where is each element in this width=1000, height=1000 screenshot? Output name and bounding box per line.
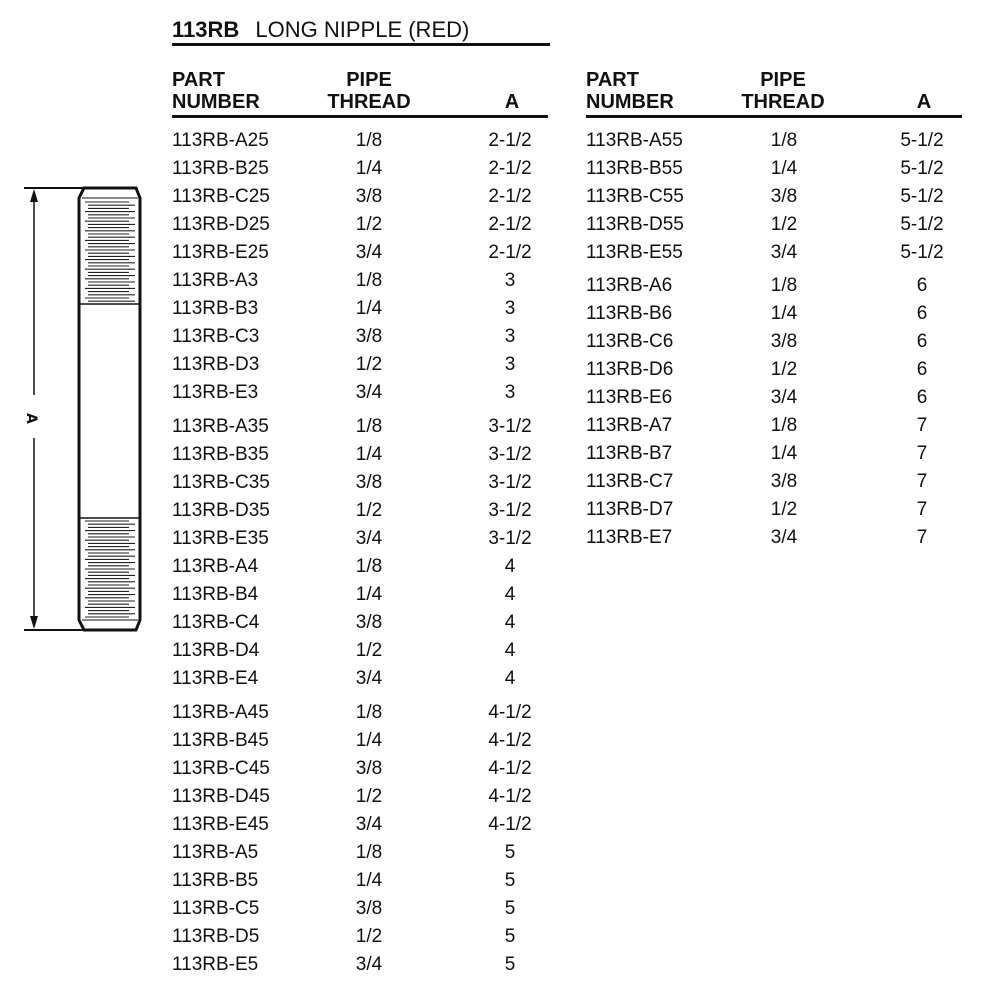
- part-number-cell: 113RB-E4: [172, 668, 259, 689]
- right-table-header: [586, 70, 962, 118]
- dimension-a-cell: 3: [504, 270, 516, 291]
- dimension-a-cell: 7: [916, 471, 928, 492]
- nipple-diagram: [22, 180, 152, 645]
- part-number-cell: 113RB-E3: [172, 382, 259, 403]
- dimension-a-cell: 2-1/2: [488, 130, 532, 151]
- pipe-thread-cell: 1/8: [770, 415, 798, 436]
- dimension-a-cell: 4: [504, 640, 516, 661]
- dimension-a-cell: 2-1/2: [488, 242, 532, 263]
- part-number-cell: 113RB-B6: [586, 303, 673, 324]
- pipe-thread-cell: 1/2: [770, 499, 798, 520]
- part-number-cell: 113RB-B45: [172, 730, 269, 751]
- part-number-cell: 113RB-C7: [586, 471, 674, 492]
- dimension-a-cell: 5: [504, 954, 516, 975]
- dimension-a-cell: 3-1/2: [488, 528, 532, 549]
- pipe-thread-cell: 3/8: [355, 758, 383, 779]
- dimension-a-cell: 3: [504, 382, 516, 403]
- pipe-thread-cell: 3/8: [355, 472, 383, 493]
- dimension-a-cell: 5: [504, 926, 516, 947]
- part-number-cell: 113RB-D3: [172, 354, 260, 375]
- pipe-thread-cell: 1/4: [770, 303, 798, 324]
- part-number-cell: 113RB-B4: [172, 584, 259, 605]
- dimension-a-cell: 2-1/2: [488, 214, 532, 235]
- dimension-a-cell: 4: [504, 668, 516, 689]
- dimension-arrow-top: [30, 189, 38, 202]
- part-number-cell: 113RB-E55: [586, 242, 683, 263]
- dimension-a-cell: 5: [504, 842, 516, 863]
- right-parts-table: [586, 69, 962, 548]
- pipe-thread-cell: 1/8: [355, 842, 383, 863]
- pipe-thread-cell: 1/8: [355, 270, 383, 291]
- part-number-cell: 113RB-A35: [172, 416, 269, 437]
- part-number-cell: 113RB-B7: [586, 443, 673, 464]
- pipe-thread-cell: 1/4: [355, 444, 383, 465]
- header-a: A: [504, 91, 520, 113]
- dimension-arrow-bottom: [30, 616, 38, 629]
- part-number-cell: 113RB-A7: [586, 415, 673, 436]
- pipe-thread-cell: 1/8: [770, 275, 798, 296]
- dimension-a-cell: 5-1/2: [900, 186, 944, 207]
- part-number-cell: 113RB-E35: [172, 528, 269, 549]
- part-number-cell: 113RB-D4: [172, 640, 260, 661]
- pipe-thread-cell: 1/8: [355, 702, 383, 723]
- pipe-thread-cell: 3/8: [355, 612, 383, 633]
- pipe-thread-cell: 1/4: [355, 298, 383, 319]
- pipe-thread-cell: 1/4: [355, 158, 383, 179]
- part-number-cell: 113RB-C25: [172, 186, 270, 207]
- dimension-a-cell: 7: [916, 415, 928, 436]
- part-number-cell: 113RB-B5: [172, 870, 259, 891]
- pipe-thread-cell: 3/4: [770, 527, 798, 548]
- part-number-cell: 113RB-C3: [172, 326, 260, 347]
- dimension-a-cell: 5-1/2: [900, 214, 944, 235]
- part-number-cell: 113RB-E45: [172, 814, 269, 835]
- part-number-cell: 113RB-B55: [586, 158, 683, 179]
- dimension-a-cell: 3-1/2: [488, 416, 532, 437]
- dimension-a-cell: 3: [504, 298, 516, 319]
- part-number-cell: 113RB-C4: [172, 612, 260, 633]
- pipe-thread-cell: 1/2: [355, 926, 383, 947]
- dimension-a-cell: 7: [916, 443, 928, 464]
- dimension-label: A: [23, 413, 39, 424]
- part-number-cell: 113RB-D5: [172, 926, 260, 947]
- dimension-a-cell: 6: [916, 387, 928, 408]
- pipe-thread-cell: 3/8: [770, 186, 798, 207]
- dimension-a-cell: 5-1/2: [900, 242, 944, 263]
- pipe-thread-cell: 1/2: [355, 214, 383, 235]
- pipe-thread-cell: 1/2: [770, 214, 798, 235]
- part-number-cell: 113RB-D35: [172, 500, 270, 521]
- part-number-cell: 113RB-B3: [172, 298, 259, 319]
- pipe-thread-cell: 1/2: [355, 354, 383, 375]
- part-number-cell: 113RB-C5: [172, 898, 260, 919]
- dimension-a-cell: 4-1/2: [488, 758, 532, 779]
- dimension-a-cell: 2-1/2: [488, 186, 532, 207]
- part-number-cell: 113RB-A45: [172, 702, 269, 723]
- dimension-a-cell: 5-1/2: [900, 130, 944, 151]
- dimension-a-cell: 3: [504, 326, 516, 347]
- pipe-thread-cell: 3/4: [355, 528, 383, 549]
- pipe-body: [79, 188, 140, 630]
- part-number-cell: 113RB-C6: [586, 331, 674, 352]
- pipe-thread-cell: 3/4: [355, 668, 383, 689]
- part-number-cell: 113RB-B25: [172, 158, 269, 179]
- left-parts-table: [172, 69, 548, 975]
- pipe-thread-cell: 3/4: [355, 242, 383, 263]
- pipe-thread-cell: 1/4: [355, 584, 383, 605]
- part-number-cell: 113RB-A25: [172, 130, 269, 151]
- dimension-a-cell: 2-1/2: [488, 158, 532, 179]
- part-number-cell: 113RB-C55: [586, 186, 684, 207]
- header-a: A: [916, 91, 932, 113]
- pipe-thread-cell: 3/8: [355, 326, 383, 347]
- part-number-cell: 113RB-E25: [172, 242, 269, 263]
- dimension-a-cell: 3-1/2: [488, 500, 532, 521]
- dimension-a-cell: 3-1/2: [488, 444, 532, 465]
- dimension-a-cell: 5-1/2: [900, 158, 944, 179]
- dimension-a-cell: 7: [916, 499, 928, 520]
- pipe-thread-cell: 1/2: [355, 500, 383, 521]
- part-number-cell: 113RB-D45: [172, 786, 270, 807]
- part-number-cell: 113RB-A5: [172, 842, 259, 863]
- dimension-a-cell: 7: [916, 527, 928, 548]
- part-number-cell: 113RB-E6: [586, 387, 673, 408]
- dimension-a-cell: 6: [916, 303, 928, 324]
- part-number-cell: 113RB-A3: [172, 270, 259, 291]
- dimension-a-cell: 4: [504, 612, 516, 633]
- pipe-thread-cell: 3/4: [355, 954, 383, 975]
- pipe-thread-cell: 1/2: [355, 786, 383, 807]
- pipe-thread-cell: 3/4: [355, 382, 383, 403]
- dimension-a-cell: 4: [504, 584, 516, 605]
- part-number-cell: 113RB-B35: [172, 444, 269, 465]
- dimension-a-cell: 4-1/2: [488, 730, 532, 751]
- dimension-a-cell: 4: [504, 556, 516, 577]
- dimension-a-cell: 6: [916, 275, 928, 296]
- header-part-number: PART NUMBER: [172, 69, 260, 113]
- pipe-thread-cell: 1/8: [770, 130, 798, 151]
- dimension-a-cell: 5: [504, 898, 516, 919]
- dimension-a-cell: 3-1/2: [488, 472, 532, 493]
- pipe-thread-cell: 3/8: [355, 186, 383, 207]
- pipe-thread-cell: 1/8: [355, 556, 383, 577]
- part-number-cell: 113RB-C35: [172, 472, 270, 493]
- pipe-thread-cell: 1/8: [355, 416, 383, 437]
- nipple-drawing: [22, 180, 152, 640]
- pipe-thread-cell: 3/4: [355, 814, 383, 835]
- part-number-cell: 113RB-A6: [586, 275, 673, 296]
- part-number-cell: 113RB-C45: [172, 758, 270, 779]
- left-table-header: [172, 70, 548, 118]
- pipe-thread-cell: 1/4: [770, 158, 798, 179]
- pipe-thread-cell: 1/4: [355, 730, 383, 751]
- part-number-cell: 113RB-E7: [586, 527, 673, 548]
- part-number-cell: 113RB-D6: [586, 359, 674, 380]
- dimension-a-cell: 3: [504, 354, 516, 375]
- dimension-a-cell: 4-1/2: [488, 702, 532, 723]
- pipe-thread-cell: 3/8: [770, 471, 798, 492]
- pipe-thread-cell: 3/4: [770, 387, 798, 408]
- pipe-thread-cell: 1/2: [770, 359, 798, 380]
- dimension-a-cell: 4-1/2: [488, 786, 532, 807]
- product-code: 113RB: [172, 17, 240, 42]
- page-title: [172, 18, 550, 46]
- pipe-thread-cell: 1/4: [355, 870, 383, 891]
- pipe-thread-cell: 1/8: [355, 130, 383, 151]
- part-number-cell: 113RB-D25: [172, 214, 270, 235]
- pipe-thread-cell: 3/8: [770, 331, 798, 352]
- part-number-cell: 113RB-A55: [586, 130, 683, 151]
- header-pipe-thread: PIPE THREAD: [327, 69, 411, 113]
- part-number-cell: 113RB-A4: [172, 556, 259, 577]
- product-description: LONG NIPPLE (RED): [255, 17, 470, 42]
- dimension-a-cell: 6: [916, 359, 928, 380]
- part-number-cell: 113RB-D55: [586, 214, 684, 235]
- part-number-cell: 113RB-E5: [172, 954, 259, 975]
- pipe-thread-cell: 1/2: [355, 640, 383, 661]
- pipe-thread-cell: 3/4: [770, 242, 798, 263]
- dimension-a-cell: 6: [916, 331, 928, 352]
- pipe-thread-cell: 1/4: [770, 443, 798, 464]
- dimension-a-cell: 4-1/2: [488, 814, 532, 835]
- part-number-cell: 113RB-D7: [586, 499, 674, 520]
- dimension-a-cell: 5: [504, 870, 516, 891]
- pipe-thread-cell: 3/8: [355, 898, 383, 919]
- header-pipe-thread: PIPE THREAD: [741, 69, 825, 113]
- header-part-number: PART NUMBER: [586, 69, 674, 113]
